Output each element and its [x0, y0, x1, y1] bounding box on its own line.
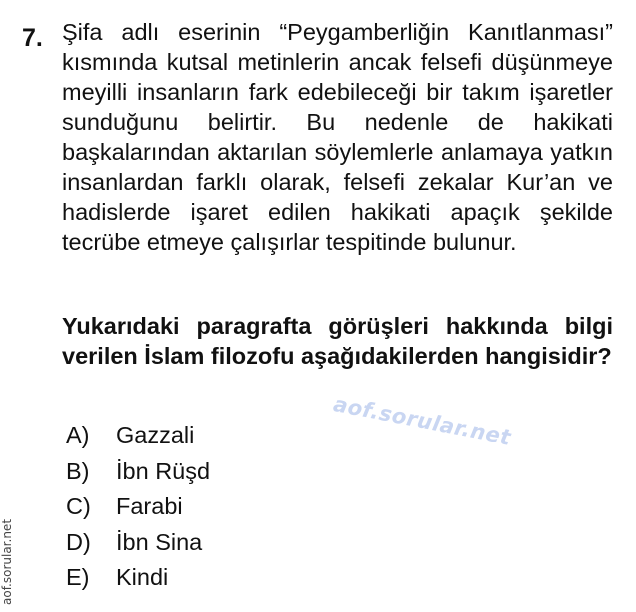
option-text: Gazzali — [116, 422, 195, 449]
question-prompt: Yukarıdaki paragrafta görüşleri hakkında bilgi verilen İslam filozofu aşağıdakilerden hangisidir? — [62, 313, 613, 369]
watermark: aof.sorular.net — [331, 392, 513, 450]
question-body: Şifa adlı eserinin “Peygamberliğin Kanıtlanması” kısmında kutsal metinlerin ancak felsefi düşünmeye meyilli insanların fark edebileceği bir takım işaretler sunduğunu belirtir. Bu nedenle de hakikati başkalarından aktarılan söylemlerle anlamaya yatkın insanlardan farklı olarak, felsefi zekalar Kur’an ve hadislerde işaret edilen hakikati apaçık şekilde tecrübe etmeye çalışırlar tespitinde bulunur. — [62, 19, 613, 255]
option-text: İbn Sina — [116, 528, 203, 555]
option-e[interactable] — [66, 560, 210, 596]
option-b[interactable] — [66, 454, 210, 490]
option-text: İbn Rüşd — [116, 457, 211, 484]
option-letter: D) — [66, 528, 91, 555]
option-d[interactable] — [66, 525, 210, 561]
option-letter: E) — [66, 564, 90, 591]
option-c[interactable] — [66, 489, 210, 525]
side-watermark: aof.sorular.net — [0, 518, 14, 605]
option-a[interactable] — [66, 418, 210, 454]
option-letter: A) — [66, 422, 90, 449]
answer-options — [66, 418, 210, 596]
option-text: Farabi — [116, 493, 183, 520]
option-text: Kindi — [116, 564, 169, 591]
question-number: 7. — [22, 24, 43, 52]
option-letter: B) — [66, 457, 90, 484]
option-letter: C) — [66, 493, 91, 520]
